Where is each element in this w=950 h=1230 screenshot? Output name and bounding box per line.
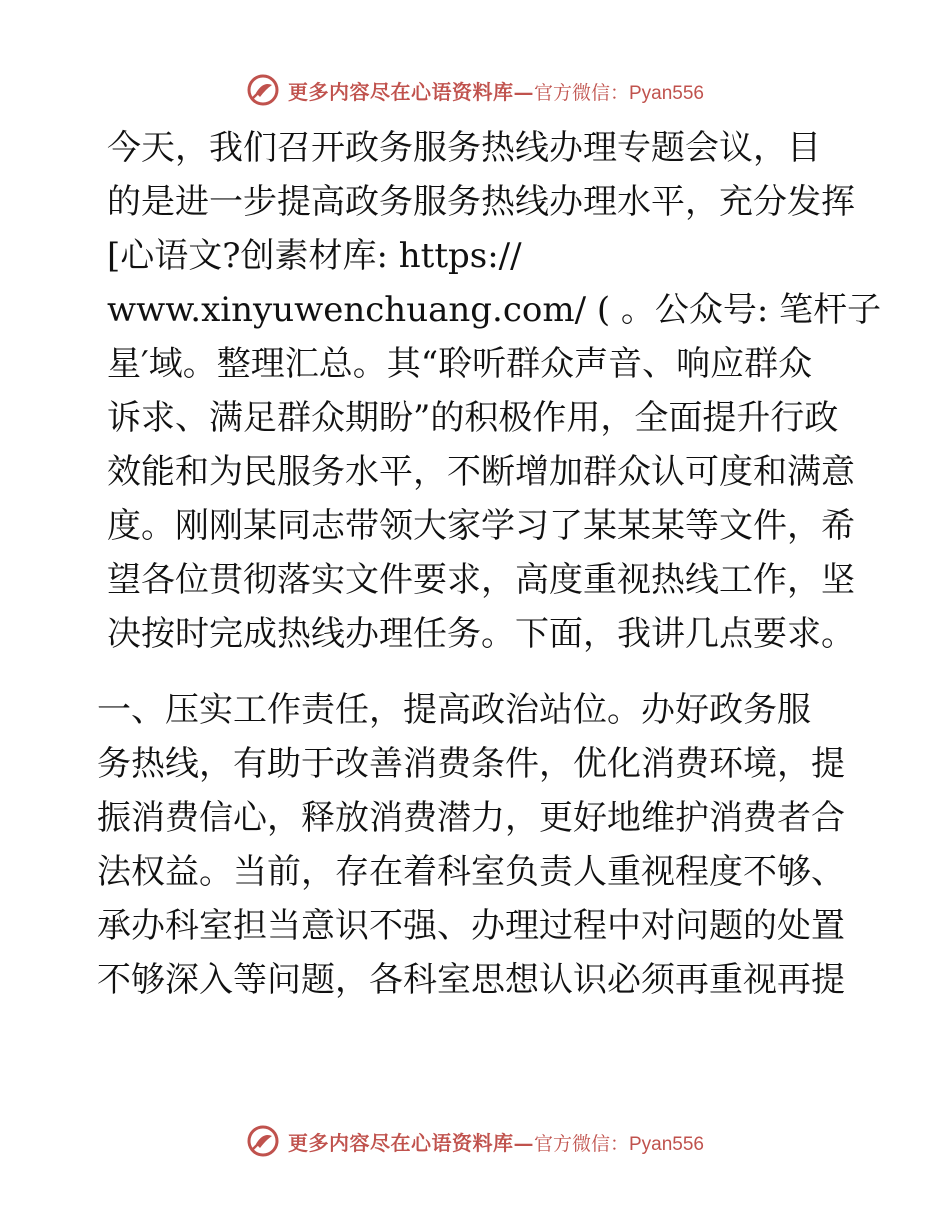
footer-brand-text: 更多内容尽在心语资料库—: [287, 1130, 534, 1155]
paragraph-1-line: 效能和为民服务水平，不断增加群众认可度和满意: [107, 452, 855, 492]
paragraph-2-line: 一、压实工作责任，提高政治站位。办好政务服: [97, 690, 811, 730]
paragraph-1: [97, 121, 882, 661]
paragraph-2: [97, 683, 857, 1007]
paragraph-2-line: 承办科室担当意识不强、办理过程中对问题的处置: [97, 906, 845, 946]
brand-logo-icon: [246, 73, 280, 107]
paragraph-1-line: 决按时完成热线办理任务。下面，我讲几点要求。: [107, 614, 855, 654]
paragraph-1-line: 的是进一步提高政务服务热线办理水平，充分发挥: [107, 182, 855, 222]
paragraph-2-line: 振消费信心，释放消费潜力，更好地维护消费者合: [97, 798, 845, 838]
paragraph-2-line: 不够深入等问题，各科室思想认识必须再重视再提: [97, 960, 845, 1000]
paragraph-1-line: [心语文?创素材库: https://: [107, 236, 522, 276]
document-body: [97, 121, 882, 1007]
paragraph-1-line: www.xinyuwenchuang.com/ ( 。公众号: 笔杆子: [107, 290, 882, 330]
paragraph-1-line: 星′域。整理汇总。其“聆听群众声音、响应群众: [107, 344, 813, 384]
paragraph-1-line: 度。刚刚某同志带领大家学习了某某某等文件，希: [107, 506, 855, 546]
paragraph-2-line: 法权益。当前，存在着科室负责人重视程度不够、: [97, 852, 845, 892]
paragraph-1-line: 望各位贯彻落实文件要求，高度重视热线工作，坚: [107, 560, 855, 600]
header-banner-text: [288, 76, 704, 105]
paragraph-1-line: 诉求、满足群众期盼”的积极作用，全面提升行政: [107, 398, 839, 438]
brand-logo-icon: [246, 1124, 280, 1158]
paragraph-2-line: 务热线，有助于改善消费条件，优化消费环境，提: [97, 744, 845, 784]
footer-banner-text: [288, 1127, 704, 1156]
footer-wechat-text: 官方微信：Pyan556: [533, 1133, 704, 1155]
header-banner: [0, 70, 950, 110]
header-brand-text: 更多内容尽在心语资料库—: [287, 79, 534, 104]
header-wechat-text: 官方微信：Pyan556: [533, 82, 704, 104]
paragraph-1-line: 今天，我们召开政务服务热线办理专题会议，目: [107, 128, 821, 168]
footer-banner: [0, 1121, 950, 1161]
